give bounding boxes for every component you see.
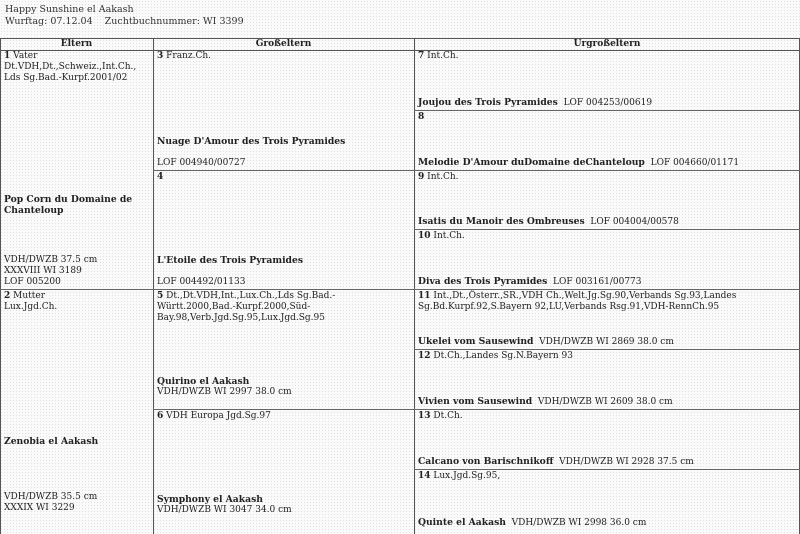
entry-number: 8 [418, 112, 425, 122]
entry-name: Quinte el Aakash [418, 517, 506, 528]
entry-number: 11 [418, 291, 431, 301]
entry-name: L'Etoile des Trois Pyramides [157, 255, 304, 266]
entry-name: Diva des Trois Pyramides [418, 276, 548, 287]
entry-titles: Lux.Jgd.Sg.95, [433, 471, 501, 481]
entry-titles: Franz.Ch. [166, 51, 211, 61]
entry-titles: VDH Europa Jgd.Sg.97 [166, 411, 271, 421]
entry-number: 1 [4, 51, 11, 61]
entry-number: 6 [157, 411, 164, 421]
entry-titles: Lux.Jgd.Ch. [4, 302, 58, 312]
entry-registration: VDH/DWZB WI 2928 37.5 cm [559, 457, 694, 467]
great-grandparent-cell-14 [414, 469, 800, 534]
entry-titles: Dt.VDH,Dt.,Schweiz.,Int.Ch., [4, 62, 137, 72]
grandparent-cell-5 [153, 289, 414, 409]
entry-titles: Dt.,Dt.VDH,Int.,Lux.Ch.,Lds Sg.Bad.-Württ.2000,Bad.-Kurpf.2000,Süd-Bay.98,Verb.Jgd.Sg.95,Lux.Jgd.Sg.95 [157, 291, 336, 323]
entry-registration: VDH/DWZB WI 2998 36.0 cm [511, 518, 647, 528]
entry-titles: Int.Ch. [427, 172, 459, 182]
entry-registration: LOF 004253/00619 [563, 98, 653, 108]
entry-name: Ukelei vom Sausewind [418, 336, 534, 347]
entry-name: Calcano von Barischnikoff [418, 456, 554, 467]
entry-registration: LOF 005200 [4, 277, 61, 287]
entry-titles: Int.Ch. [433, 231, 465, 241]
entry-role: Mutter [13, 291, 46, 301]
entry-titles: Lds Sg.Bad.-Kurpf.2001/02 [4, 73, 128, 83]
entry-name: Isatis du Manoir des Ombreuses [418, 216, 585, 227]
entry-registration: XXXVIII WI 3189 [4, 266, 82, 276]
column-header-urgrosseltern: Urgroßeltern [414, 38, 800, 51]
parent-cell-2 [0, 289, 153, 534]
entry-name: Zenobia el Aakash [4, 436, 99, 447]
entry-registration: LOF 004660/01171 [650, 158, 740, 168]
entry-name: Joujou des Trois Pyramides [418, 97, 558, 108]
entry-number: 5 [157, 291, 164, 301]
entry-number: 12 [418, 351, 431, 361]
great-grandparent-cell-10 [414, 229, 800, 289]
entry-registration: LOF 003161/00773 [553, 277, 642, 287]
great-grandparent-cell-9 [414, 170, 800, 229]
entry-role: Vater [13, 51, 38, 61]
entry-name: Nuage D'Amour des Trois Pyramides [157, 136, 346, 147]
entry-number: 9 [418, 172, 425, 182]
great-grandparent-cell-8 [414, 110, 800, 170]
entry-number: 2 [4, 291, 11, 301]
entry-registration: VDH/DWZB WI 2869 38.0 cm [539, 337, 674, 347]
entry-name: Melodie D'Amour duDomaine deChanteloup [418, 157, 645, 168]
entry-registration: LOF 004004/00578 [590, 217, 679, 227]
parent-cell-1 [0, 50, 153, 289]
dog-title: Happy Sunshine el Aakash [5, 4, 134, 15]
entry-name: Vivien vom Sausewind [418, 396, 533, 407]
entry-titles: Dt.Ch. [433, 411, 463, 421]
entry-registration: VDH/DWZB WI 2997 38.0 cm [157, 387, 292, 397]
entry-name: Pop Corn du Domaine de [4, 194, 133, 205]
column-header-eltern: Eltern [0, 38, 153, 51]
entry-registration: VDH/DWZB WI 3047 34.0 cm [157, 505, 292, 515]
entry-number: 10 [418, 231, 431, 241]
entry-titles: Int.,Dt.,Österr.,SR.,VDH Ch.,Welt.Jg.Sg.90,Verbands Sg.93,Landes Sg.Bd.Kurpf.92,S.Bayern 92,LU,Verbands Rsg.91,VDH-RennCh.95 [418, 291, 737, 312]
entry-name: Quirino el Aakash [157, 376, 250, 387]
pedigree-table [0, 38, 800, 534]
entry-registration: VDH/DWZB 37.5 cm [4, 255, 98, 265]
entry-number: 13 [418, 411, 431, 421]
entry-registration: LOF 004940/00727 [157, 158, 246, 168]
entry-registration: XXXIX WI 3229 [4, 503, 75, 513]
entry-number: 14 [418, 471, 431, 481]
great-grandparent-cell-7 [414, 50, 800, 110]
grandparent-cell-4 [153, 170, 414, 289]
zuchtbuchnummer: Zuchtbuchnummer: WI 3399 [104, 16, 244, 27]
entry-registration: VDH/DWZB WI 2609 38.0 cm [537, 397, 673, 407]
entry-name: Chanteloup [4, 205, 64, 216]
litter-info [5, 16, 244, 27]
entry-registration: VDH/DWZB 35.5 cm [4, 492, 98, 502]
grandparent-cell-6 [153, 409, 414, 534]
entry-name: Symphony el Aakash [157, 494, 263, 505]
great-grandparent-cell-13 [414, 409, 800, 469]
wurftag: Wurftag: 07.12.04 [5, 16, 93, 27]
entry-titles: Dt.Ch.,Landes Sg.N.Bayern 93 [433, 351, 573, 361]
great-grandparent-cell-11 [414, 289, 800, 349]
great-grandparent-cell-12 [414, 349, 800, 409]
entry-titles: Int.Ch. [427, 51, 459, 61]
grandparent-cell-3 [153, 50, 414, 170]
entry-number: 4 [157, 172, 164, 182]
entry-number: 7 [418, 51, 425, 61]
entry-number: 3 [157, 51, 164, 61]
column-header-grosseltern: Großeltern [153, 38, 414, 51]
entry-registration: LOF 004492/01133 [157, 277, 246, 287]
